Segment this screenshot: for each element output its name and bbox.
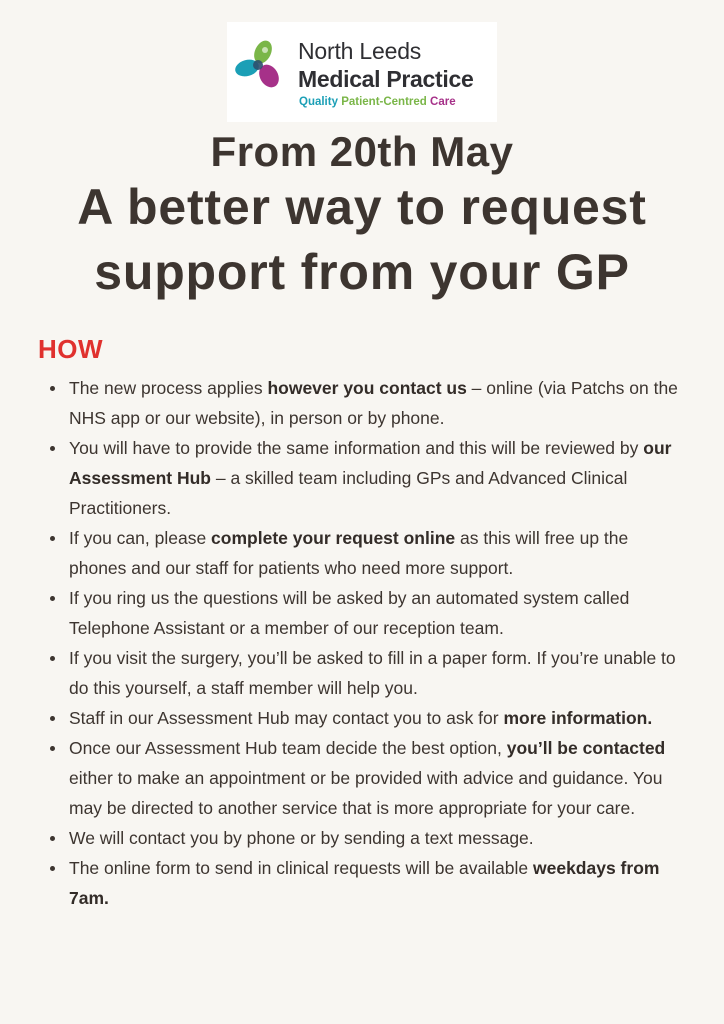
bullet-item [38, 643, 688, 703]
logo-tagline-part3: Care [430, 96, 456, 108]
bullet-item [38, 733, 688, 823]
bullet-item [38, 523, 688, 583]
bullet-text: We will contact you by phone or by sending a text message. [69, 828, 534, 848]
bullet-item [38, 853, 688, 913]
bullet-text: If you visit the surgery, you’ll be asked to fill in a paper form. If you’re unable to do this yourself, a staff member will help you. [69, 648, 676, 698]
headline-line2: A better way to request [77, 179, 647, 235]
bullet-text: If you ring us the questions will be asked by an automated system called Telephone Assistant or a member of our reception team. [69, 588, 630, 638]
headline-date: From 20th May [210, 128, 514, 175]
bullet-text-bold: however you contact us [267, 378, 467, 398]
bullet-text: either to make an appointment or be provided with advice and guidance. You may be directed to another service that is more appropriate for your care. [69, 768, 663, 818]
bullet-text-bold: complete your request online [211, 528, 456, 548]
bullet-item [38, 703, 688, 733]
headline-line3: support from your GP [94, 244, 630, 300]
bullet-text-bold: weekdays from 7am. [69, 858, 660, 908]
logo-tagline-part1: Quality [299, 96, 338, 108]
bullet-text: The online form to send in clinical requests will be available [69, 858, 533, 878]
bullet-text-bold: our Assessment Hub [69, 438, 672, 488]
bullet-item [38, 583, 688, 643]
logo-name-line1: North Leeds [298, 38, 422, 64]
how-bullet-list [38, 373, 688, 913]
bullet-text: Staff in our Assessment Hub may contact you to ask for [69, 708, 504, 728]
bullet-text-bold: more information. [503, 708, 653, 728]
logo-tagline-part2: Patient-Centred [341, 96, 427, 108]
logo-tagline [299, 96, 456, 108]
practice-logo-icon [233, 38, 287, 92]
bullet-text: If you can, please [69, 528, 212, 548]
logo-name-line2: Medical Practice [298, 66, 474, 92]
bullet-text: – online (via Patchs on the NHS app or our website), in person or by phone. [69, 378, 678, 428]
bullet-item [38, 823, 688, 853]
bullet-text: You will have to provide the same information and this will be reviewed by [69, 438, 644, 458]
bullet-item [38, 373, 688, 433]
bullet-text-bold: you’ll be contacted [506, 738, 666, 758]
bullet-text: as this will free up the phones and our staff for patients who need more support. [69, 528, 629, 578]
practice-logo [227, 22, 497, 122]
bullet-text: Once our Assessment Hub team decide the best option, [69, 738, 507, 758]
bullet-text: – a skilled team including GPs and Advanced Clinical Practitioners. [69, 468, 628, 518]
bullet-text: The new process applies [69, 378, 268, 398]
section-title-how: HOW [38, 334, 104, 364]
bullet-item [38, 433, 688, 523]
